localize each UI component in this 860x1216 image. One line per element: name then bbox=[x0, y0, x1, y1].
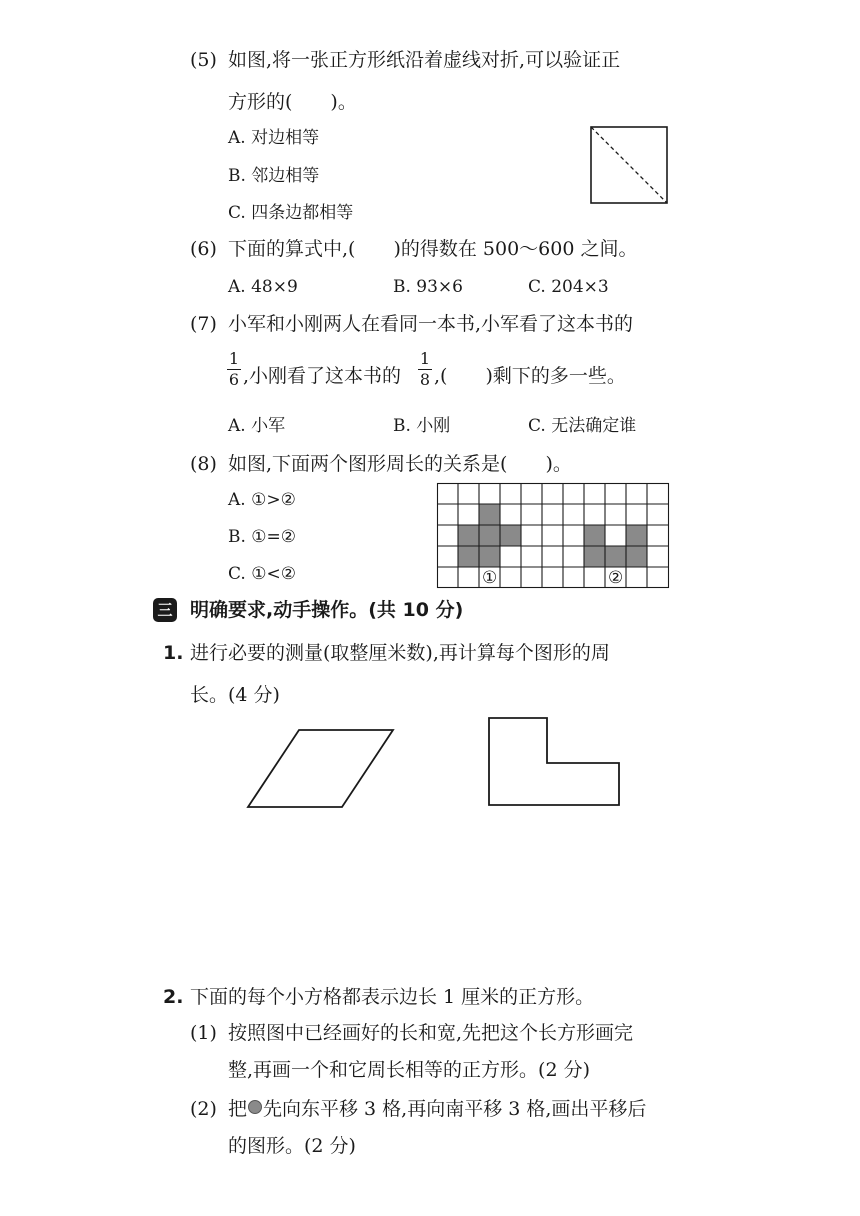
p1-text-line1: 进行必要的测量(取整厘米数),再计算每个图形的周 bbox=[190, 642, 610, 664]
q7-fraction-2 bbox=[418, 350, 432, 389]
q7-fraction-2-denominator: 8 bbox=[419, 370, 431, 389]
q7-fraction-1-denominator: 6 bbox=[228, 370, 240, 389]
p2-sub1-number: (1) bbox=[190, 1022, 217, 1044]
q7-option-b: B. 小刚 bbox=[393, 416, 451, 436]
p1-number: 1. bbox=[163, 642, 184, 664]
p2-sub2-post: 先向东平移 3 格,再向南平移 3 格,画出平移后 bbox=[263, 1098, 647, 1120]
q5-number: (5) bbox=[190, 49, 217, 71]
q8-option-a: A. ①>② bbox=[228, 490, 296, 510]
q6-option-c: C. 204×3 bbox=[528, 277, 609, 297]
q6-option-b: B. 93×6 bbox=[393, 277, 463, 297]
q5-option-a: A. 对边相等 bbox=[228, 128, 320, 148]
q7-text-line1: 小军和小刚两人在看同一本书,小军看了这本书的 bbox=[228, 313, 634, 335]
q6-option-a: A. 48×9 bbox=[228, 277, 298, 297]
q5-text-line2: 方形的( )。 bbox=[228, 91, 357, 113]
q7-fraction-1 bbox=[227, 350, 241, 389]
q8-text: 如图,下面两个图形周长的关系是( )。 bbox=[228, 453, 572, 475]
p1-l-shape-figure bbox=[487, 716, 621, 808]
q7-option-a: A. 小军 bbox=[228, 416, 286, 436]
q5-square-figure bbox=[590, 126, 670, 206]
p2-sub2-pre: 把 bbox=[228, 1098, 248, 1120]
circle-icon bbox=[248, 1100, 262, 1114]
q8-label-1: ① bbox=[482, 568, 498, 588]
p2-sub2-line2: 的图形。(2 分) bbox=[228, 1135, 356, 1157]
q5-text-line1: 如图,将一张正方形纸沿着虚线对折,可以验证正 bbox=[228, 49, 621, 71]
p2-number: 2. bbox=[163, 986, 184, 1008]
q7-text-end: ,( )剩下的多一些。 bbox=[434, 365, 626, 387]
p2-sub1-line2: 整,再画一个和它周长相等的正方形。(2 分) bbox=[228, 1059, 590, 1081]
section-3-badge: 三 bbox=[153, 598, 177, 622]
q5-option-b: B. 邻边相等 bbox=[228, 166, 320, 186]
q8-grid-figure bbox=[437, 483, 671, 588]
q8-option-b: B. ①=② bbox=[228, 527, 297, 547]
q5-option-c: C. 四条边都相等 bbox=[228, 203, 354, 223]
q7-text-mid: ,小刚看了这本书的 bbox=[243, 365, 402, 387]
section-3-title: 明确要求,动手操作。(共 10 分) bbox=[190, 599, 464, 621]
q8-option-c: C. ①<② bbox=[228, 564, 296, 584]
p1-parallelogram-figure bbox=[246, 728, 396, 810]
p2-sub1-line1: 按照图中已经画好的长和宽,先把这个长方形画完 bbox=[228, 1022, 634, 1044]
q6-text: 下面的算式中,( )的得数在 500～600 之间。 bbox=[228, 238, 638, 260]
p2-sub2-number: (2) bbox=[190, 1098, 217, 1120]
q7-option-c: C. 无法确定谁 bbox=[528, 416, 637, 436]
q8-label-2: ② bbox=[608, 568, 624, 588]
p1-text-line2: 长。(4 分) bbox=[190, 684, 280, 706]
q6-number: (6) bbox=[190, 238, 217, 260]
q7-fraction-1-numerator: 1 bbox=[228, 349, 240, 368]
p2-sub2-line1 bbox=[228, 1097, 646, 1121]
q7-fraction-2-numerator: 1 bbox=[419, 349, 431, 368]
q8-number: (8) bbox=[190, 453, 217, 475]
p2-text: 下面的每个小方格都表示边长 1 厘米的正方形。 bbox=[190, 986, 595, 1008]
q7-number: (7) bbox=[190, 313, 217, 335]
